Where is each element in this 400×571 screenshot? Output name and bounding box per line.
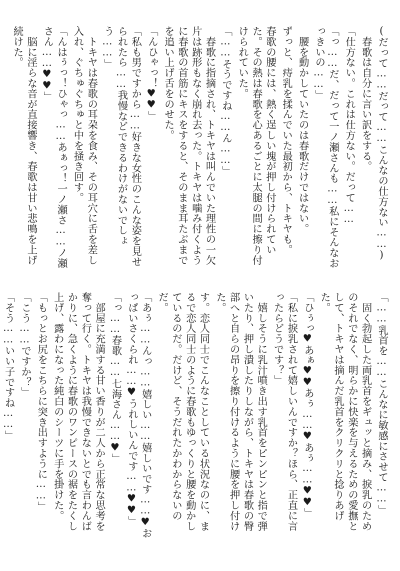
- top-text-block: [12, 26, 388, 274]
- text-paragraph: 「私も男ですから……好きな女性のこんな姿を見せられたら……我慢などできるわけがないでしょう……」: [101, 26, 141, 267]
- text-paragraph: トキヤは春歌の耳朶を食み、その耳穴に舌を差し入れ、ぐちゅぐちゅと中を掻き回す。: [71, 26, 97, 266]
- text-paragraph: 春歌に指摘され、トキヤは叫んでいた理性の一欠片は跡形もなく崩れ去った。トキヤは噛み付くように春歌の首筋にキスをすると、そのまま耳たぶまでを追い上げ舌をのせた。: [162, 26, 215, 266]
- text-paragraph: 「っ……春歌……七海さん……♥」: [109, 292, 121, 464]
- text-paragraph: 腰を動かしていたのは春歌だけではない。: [296, 26, 308, 234]
- text-paragraph: 「もっとお尻をこちらに突き出すように……」: [35, 292, 47, 512]
- text-paragraph: 固く勃起した両乳首をギュッと摘み、捩乳のためのそれでなく、明らかに快楽を与えるための愛撫として、トキヤは摘んだ乳首をクリクリと捻りあげた。: [318, 292, 371, 532]
- text-paragraph: 「……そうですね……ん……」: [219, 26, 231, 177]
- text-paragraph: 「私に捩乳されて嬉しいんですか？ほら、正直に言ったらどうです？」: [271, 292, 297, 532]
- text-paragraph: 部屋に充満する甘い香りが二人から正常な思考を奪って行く。トキヤは我慢できないとでも言わんばかりに、急くように春歌のワンピースの裾をたくし上げ、露わになった純白のシーツに手を掛けた。: [51, 292, 105, 532]
- text-paragraph: 「んひゃっ！♥♥」: [145, 26, 157, 122]
- bottom-text-block: [2, 292, 388, 540]
- text-paragraph: 「っ……だ、だって一ノ瀬さんも……私にそんなおっきいの……」: [313, 26, 338, 269]
- text-paragraph: す。恋人同士でこんなことしている状況なのに、まるで恋人同士のように春歌もゆっくりと腰を動かしているのだ。だけど、そうだれたかわからないのだ。: [156, 292, 209, 532]
- text-paragraph: 「そう……いい子ですね……」: [2, 292, 14, 441]
- text-paragraph: 「こう……ですか？」: [18, 292, 30, 398]
- text-paragraph: 「あぅ……んっ……嬉しい……嬉しいです……♥おっぱいさくられ……♥うれしいんです……♥♥」: [125, 292, 151, 539]
- text-paragraph: 春歌は自分に言い訳をする。: [359, 26, 371, 172]
- text-paragraph: 「んはぅっ！ひゃっ……あぁっ！一ノ瀬さ……ノ瀬さん……♥♥」: [41, 26, 67, 269]
- text-paragraph: (だって……だって……こんなの仕方ない……): [376, 26, 387, 262]
- text-paragraph: 「仕方ない。これは仕方ない。だって……: [343, 26, 355, 226]
- text-paragraph: 嬉しそうに乳汁噴き出す乳首をピンピンと指で弾いたり、押し潰したりしながら、トキヤは春歌の臀部へと自らの昂りを擦り付けるように腰を押し付けた。: [213, 292, 267, 532]
- text-paragraph: 「ひぅっ♥あぁ♥♥あぅ……♥あぅ……♥♥」: [301, 292, 313, 519]
- text-paragraph: 「……乳首を……こんなに敏感にさせて……」: [376, 292, 387, 516]
- text-paragraph: ずっと、痔乳を揉んでいた最初から、トキヤも。: [280, 26, 292, 255]
- text-paragraph: 脳に淫らな音が直接響き、春歌は甘い悲鳴を上げ続けた。: [11, 26, 36, 266]
- text-paragraph: 春歌の腰には、熱く逞しい塊が押し付けられていた。その熱は春歌を心あるごとに太腿の間に擦り付けられていた。: [236, 26, 275, 266]
